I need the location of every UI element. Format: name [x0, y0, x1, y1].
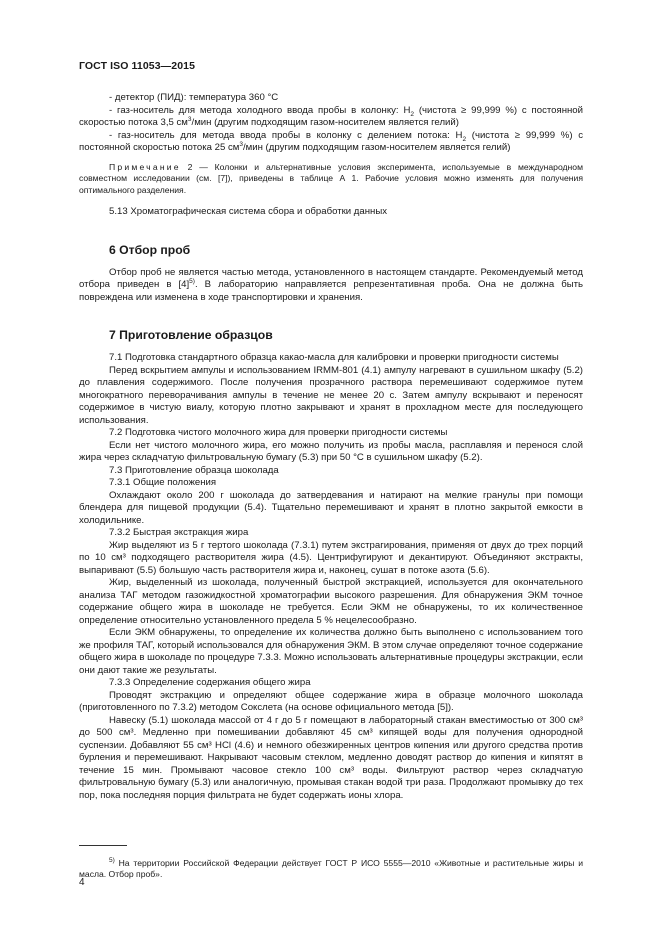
note-2 — [79, 162, 583, 196]
subsection-7-3-heading: 7.3 Приготовление образца шоколада — [109, 464, 279, 476]
subsection-7-1-text: Перед вскрытием ампулы и использованием IRMM-801 (4.1) ампулу нагревают в сушильном шкафу (5.2) до плавления содержимого. После получения прозрачного раствора перемешивают содержимое путем многократного переворачивания ампулы в течение не менее 20 с. Затем ампулу вскрывают и переносят содержимое в чистую виалу, которую плотно закрывают и хранят в прохладном месте для последующего использования. — [79, 364, 583, 426]
page-number: 4 — [79, 877, 85, 888]
subsection-7-3-2-text-1: Жир выделяют из 5 г тертого шоколада (7.3.1) путем экстрагирования, применяя от двух до трех порций по 10 см³ подходящего растворителя жира (4.5). Центрифугируют и декантируют. Объединяют экстракты, выпаривают (5.5) большую часть растворителя жира и, наконец, сушат в потоке азота (5.6). — [79, 539, 583, 576]
note-text: 2 — Колонки и альтернативные условия эксперимента, используемые в международном совместном исследовании (см. [7]), приведены в таблице А 1. Рабочие условия можно изменять для получения оптимального разделения. — [79, 161, 583, 195]
subsection-7-3-2-text-2: Жир, выделенный из шоколада, полученный быстрой экстракцией, используется для окончательного анализа ТАГ методом газожидкостной хроматографии высокого разрешения. Для обнаружения ЭКМ точное содержание общего жира в шоколаде не требуется. Если ЭКМ не обнаружены, то их количественное определение относительно установленного предела 5 % нецелесообразно. — [79, 577, 583, 626]
subsection-7-3-3-heading: 7.3.3 Определение содержания общего жира — [109, 677, 311, 689]
subsection-7-3-1-text: Охлаждают около 200 г шоколада до затвердевания и натирают на мелкие гранулы при помощи блендера для пищевой продукции (5.4). Тщательно перемешивают и хранят в плотно закрытой емкости в холодильнике. — [79, 489, 583, 526]
cm3-superscript: 3 — [187, 115, 192, 123]
detector-line — [79, 92, 583, 105]
carrier1-part-a: - газ-носитель для метода холодного ввода пробы в колонку: H — [109, 104, 411, 116]
subsection-7-3-2-text-3: Если ЭКМ обнаружены, то определение их количества должно быть выполнено с использованием того же профиля ТАГ, который использовался для обнаружения ЭКМ. В этом случае определяют точное содержание общего жира в шоколаде по процедуре 7.3.3. Можно использовать альтернативные процедуры экстракции, если они дают такие же результаты. — [79, 627, 583, 676]
subsection-7-1-heading: 7.1 Подготовка стандартного образца какао-масла для калибровки и проверки пригодности системы — [109, 352, 559, 364]
note-label: Примечание — [109, 161, 181, 172]
subsection-7-3-1-heading: 7.3.1 Общие положения — [109, 477, 217, 489]
carrier1-part-b: (чистота ≥ 99,999 %) с постоянной скоростью потока 3,5 см — [79, 104, 583, 129]
footnote-ref-5[interactable]: 5) — [189, 277, 195, 285]
carrier2-part-b: (чистота ≥ 99,999 %) с постоянной скоростью потока 25 см — [79, 129, 583, 154]
subsection-7-3-2-heading: 7.3.2 Быстрая экстракция жира — [109, 527, 249, 539]
section-6-title: 6 Отбор проб — [109, 242, 191, 257]
footnote-text: На территории Российской Федерации действует ГОСТ Р ИСО 5555—2010 «Животные и растительные жиры и масла. Отбор проб». — [79, 857, 583, 879]
section-6-paragraph — [79, 267, 583, 305]
footnote-5 — [79, 858, 583, 881]
footnote-divider — [79, 845, 127, 846]
section-7-title: 7 Приготовление образцов — [109, 328, 273, 343]
s6-text-a: Отбор проб не является частью метода, установленного в настоящем стандарте. Рекомендуемый метод отбора приведен в [4] — [79, 266, 583, 291]
page-content — [79, 92, 583, 802]
subsection-7-3-3-text-1: Проводят экстракцию и определяют общее содержание жира в образце молочного шоколада (приготовленного по 7.3.2) методом Сокслета (на основе официального метода [5]). — [79, 689, 583, 714]
carrier2-part-a: - газ-носитель для метода ввода пробы в колонку с делением потока: H — [109, 129, 463, 141]
cm3-superscript-2: 3 — [239, 141, 243, 148]
s6-text-b: . В лабораторию направляется репрезентативная проба. Она не должна быть повреждена или изменена в ходе транспортировки и хранения. — [79, 279, 584, 303]
item-5-13: 5.13 Хроматографическая система сбора и обработки данных — [109, 205, 388, 217]
carrier-gas-cold-injection — [79, 105, 583, 130]
footnote-marker: 5) — [109, 856, 115, 864]
carrier2-part-c: /мин (другим подходящим газом-носителем является гелий) — [242, 142, 511, 154]
carrier1-part-c: /мин (другим подходящим газом-носителем является гелий) — [191, 117, 459, 129]
standard-header: ГОСТ ISO 11053—2015 — [79, 60, 196, 72]
subsection-7-2-text: Если нет чистого молочного жира, его можно получить из пробы масла, расплавляя и перенося слой жира через складчатую фильтровальную бумагу (5.3) при 50 °С в сушильном шкафу (5.2). — [79, 439, 583, 464]
carrier-gas-split-injection — [79, 130, 583, 155]
subsection-7-2-heading: 7.2 Подготовка чистого молочного жира для проверки пригодности системы — [109, 427, 448, 439]
h2-subscript-2: 2 — [462, 135, 467, 143]
detector-text: - детектор (ПИД): температура 360 °С — [109, 92, 279, 103]
h2-subscript: 2 — [410, 110, 414, 118]
subsection-7-3-3-text-2: Навеску (5.1) шоколада массой от 4 г до 5 г помещают в лабораторный стакан вместимостью от 300 см³ до 500 см³. Медленно при помешивании добавляют 45 см³ кипящей воды для получения однородной суспензии. Добавляют 55 см³ HCl (4.6) и немного обезжиренных центров кипения или другого средства против бурления и перемешивают. Накрывают часовым стеклом, медленно доводят раствор до кипения и кипятят в течение 15 мин. Промывают часовое стекло 100 см³ воды. Фильтруют раствор через складчатую фильтровальную бумагу (5.3) или аналогичную, промывая стакан водой три раза. Продолжают промывку до тех пор, пока последняя порция фильтрата не будет содержать ионы хлора. — [79, 714, 583, 801]
